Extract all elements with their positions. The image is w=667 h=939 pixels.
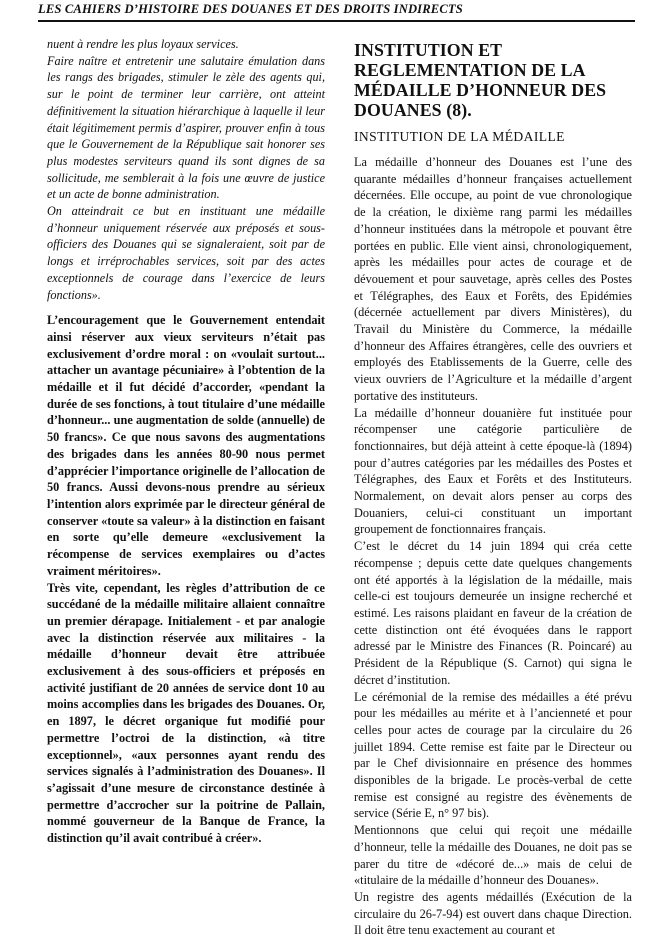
left-column <box>47 36 325 847</box>
report-quote <box>47 36 325 303</box>
quote-paragraph: nuent à rendre les plus loyaux services. <box>47 37 239 51</box>
section-heading: INSTITUTION DE LA MÉDAILLE <box>354 129 565 144</box>
body-paragraph: Le cérémonial de la remise des médailles a été prévu pour les médailles au mérite et à l’ancienneté et pour celles pour actes de courage par la circulaire du 26 juillet 1894. Cette remise est faite par le Directeur ou par le Chef divisionnaire en présence des hommes disponibles de la brigade. Le procès-verbal de cette remise est consigné au registre des évènements de service (Série E, n° 97 bis). <box>354 689 632 821</box>
body-paragraph: Un registre des agents médaillés (Exécution de la circulaire du 26-7-94) est ouvert dans chaque Direction. Il doit être tenu exactement au courant et <box>354 889 632 938</box>
body-paragraph: C’est le décret du 14 juin 1894 qui créa cette récompense ; depuis cette date quelques changements ont été apportés à la législation de la médaille, mais celle-ci est toujours demeurée un insigne recherché et estimé. Les raisons plaidant en faveur de la création de cette distinction ont été évoquées dans le rapport adressé par le Ministre des Finances (R. Poincaré) au Président de la République (S. Carnot) qui signa le décret d’institution. <box>354 539 632 687</box>
article-title: INSTITUTION ET REGLEMENTATION DE LA MÉDAILLE D’HONNEUR DES DOUANES (8). <box>354 40 607 120</box>
body-paragraph: La médaille d’honneur douanière fut instituée pour récompenser une catégorie particulière de fonctionnaires, but déjà atteint à cette époque-là (1894) pour d’autres catégories par les médailles des Postes et Télégraphes, des Eaux et Forêts et des Instituteurs. Normalement, on devait alors penser au corps des Douaniers, celui-ci constituant un important groupement de fonctionnaires français. <box>354 405 632 537</box>
quote-paragraph: On atteindrait ce but en instituant une médaille d’honneur uniquement réservée aux préposés et sous-officiers des Douanes qui se signaleraient, soit par de longs et irréprochables services, soit par des actes exceptionnels de courage dans l’exercice de leurs fonctions». <box>47 204 325 302</box>
journal-title: LES CAHIERS D’HISTOIRE DES DOUANES ET DES DROITS INDIRECTS <box>38 2 463 16</box>
quote-paragraph: Faire naître et entretenir une salutaire émulation dans les rangs des brigades, stimuler le zèle des agents qui, sur le point de terminer leur carrière, ont atteint définitivement la situation hiérarchique à laquelle il leur était légitimement permis d’aspirer, prouver enfin à tous que le Gouvernement de la République sait honorer ses plus modestes serviteurs quand ils sont dignes de sa sollicitude, me semblerait à la fois une œuvre de justice et un acte de bonne administration. <box>47 53 325 202</box>
right-column <box>354 40 632 939</box>
running-header <box>38 0 635 22</box>
article-body <box>354 154 632 939</box>
commentary <box>47 312 325 847</box>
body-paragraph: La médaille d’honneur des Douanes est l’une des quarante médailles d’honneur françaises actuellement décernées. Elle occupe, au point de vue chronologique de la création, le dixième rang parmi les médailles d’honneur instituées dans la métropole et pouvant être portées en public. Elle vient ainsi, chronologiquement, après les médailles pour actes de courage et de dévouement et pour sauvetage, après celles des Postes et Télégraphes, des Eaux et Forêts, des Epidémies (décernée actuellement par divers Ministères), du Travail du Ministère du Commerce, la médaille d’honneur des Affaires étrangères, celle des ouvriers et employés des Etablissements de la Guerre, celle des vieux ouvriers de l’Agriculture et la médaille d’argent portative des instituteurs. <box>354 155 632 403</box>
commentary-paragraph: Très vite, cependant, les règles d’attribution de ce succédané de la médaille militaire allaient connaître un premier dérapage. Initialement - et par analogie avec la distinction réservée aux militaires - la médaille d’honneur devait être attribuée exclusivement à des sous-officiers et préposés en activité justifiant de 20 années de service dont 10 au moins accomplies dans les brigades des Douanes. Or, en 1897, le décret organique fut modifié pour permettre l’octroi de la distinction, «à titre exceptionnel», «aux personnes ayant rendu des services signalés à l’administration des Douanes». Il s’agissait d’une mesure de circonstance destinée à permettre d’accrocher sur la poitrine de Pallain, nommé gouverneur de la Banque de France, la distinction qu’il avait contribué à créer». <box>47 580 325 846</box>
commentary-paragraph: L’encouragement que le Gouvernement entendait ainsi réserver aux vieux serviteurs n’était pas exclusivement d’ordre moral : on «voulait surtout... attacher un avantage pécuniaire» à l’obtention de la médaille et il fut décidé d’accorder, «pendant la durée de ses fonctions, à tout titulaire d’une médaille d’honneur... une augmentation de solde (annuelle) de 50 francs». Ce que nous savons des augmentations des brigades dans les années 80-90 nous permet d’apprécier l’importance originelle de l’allocation de 50 francs. Aussi devons-nous prendre au sérieux l’intention alors exprimée par le directeur général de conserver «toute sa valeur» à la distinction en faisant en sorte qu’elle demeure «exclusivement la récompense de services exemplaires ou d’actes vraiment méritoires». <box>47 313 325 578</box>
body-paragraph: Mentionnons que celui qui reçoit une médaille d’honneur, telle la médaille des Douanes, ne doit pas se parer du titre de «décoré de...» mais de celui de «titulaire de la médaille d’honneur des Douanes». <box>354 823 632 888</box>
